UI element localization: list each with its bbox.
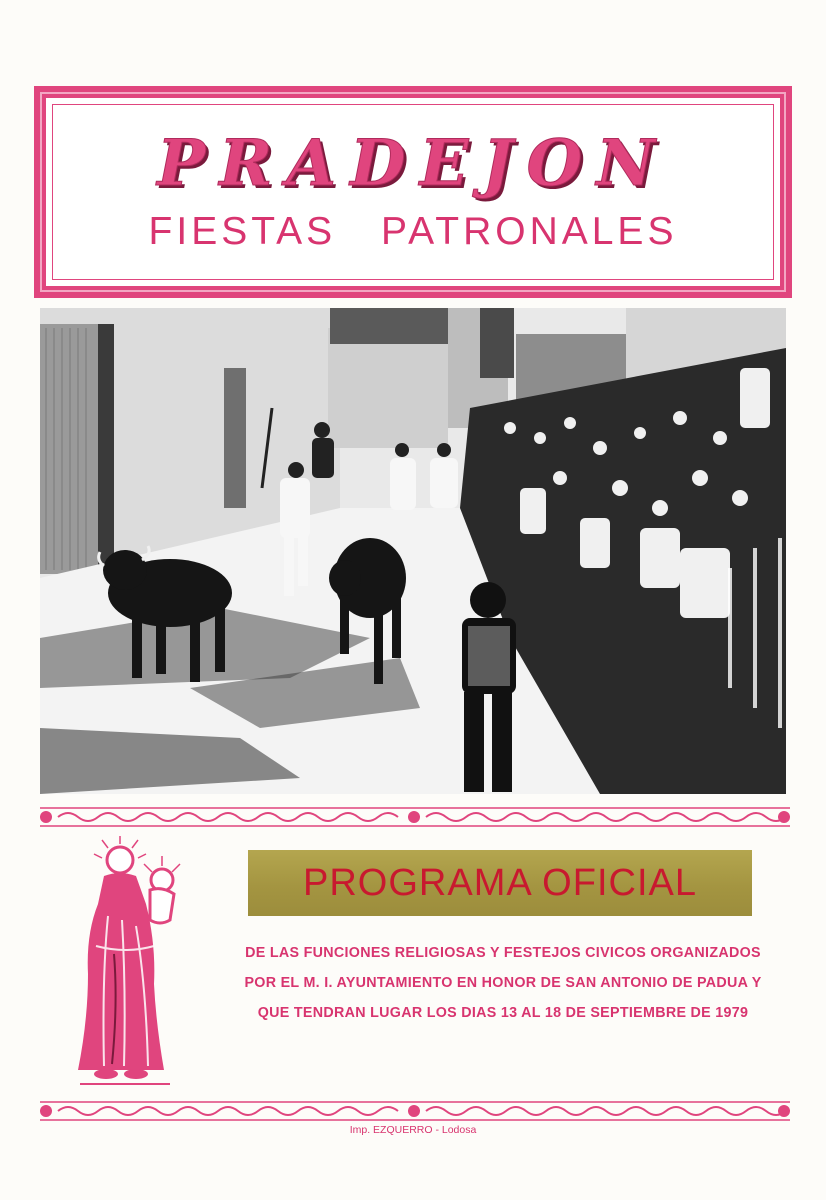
page-title: PRADEJON (157, 126, 669, 201)
ornament-border-top (34, 804, 796, 830)
program-description: DE LAS FUNCIONES RELIGIOSAS Y FESTEJOS CIVICOS ORGANIZADOS POR EL M. I. AYUNTAMIENTO EN HONOR DE SAN ANTONIO DE PADUA Y QUE TENDRAN LUGAR LOS DIAS 13 AL 18 DE SEPTIEMBRE DE 1979 (244, 945, 762, 1021)
running-of-bulls-photo (40, 308, 786, 794)
title-frame (34, 86, 792, 298)
saint-anthony-illustration (74, 836, 194, 1088)
printer-credit: Imp. EZQUERRO - Lodosa (349, 1124, 477, 1136)
banner-label: PROGRAMA OFICIAL (303, 862, 697, 904)
programa-banner (248, 850, 752, 916)
page-subtitle: FIESTAS PATRONALES (148, 210, 678, 253)
ornament-border-bottom (34, 1098, 796, 1124)
